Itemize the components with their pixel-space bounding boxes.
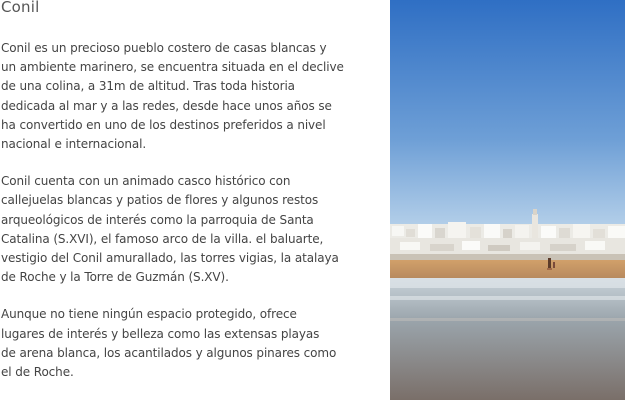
conil-beach-image bbox=[390, 0, 625, 400]
nature-paragraph: Aunque no tiene ningún espacio protegido, ofrece lugares de interés y belleza como las extensas playas de arena blanca, los acantilados y algunos pinares como el de Roche. bbox=[1, 307, 337, 380]
intro-paragraph: Conil es un precioso pueblo costero de casas blancas y un ambiente marinero, se encuentra situada en el declive de una colina, a 31m de altitud. Tras toda historia dedicada al mar y a las redes, desde hace unos años se ha convertido en uno de los destinos preferidos a nivel nacional e internacional. bbox=[1, 41, 344, 152]
page-title: Conil bbox=[1, 0, 40, 16]
conil-photo bbox=[390, 0, 625, 400]
body-text bbox=[1, 39, 381, 400]
history-paragraph: Conil cuenta con un animado casco histórico con callejuelas blancas y patios de flores y algunos restos arqueológicos de interés como la parroquia de Santa Catalina (S.XVI), el famoso arco de la villa. el baluarte, vestigio del Conil amurallado, las torres vigias, la atalaya de Roche y la Torre de Guzmán (S.XV). bbox=[1, 174, 339, 285]
